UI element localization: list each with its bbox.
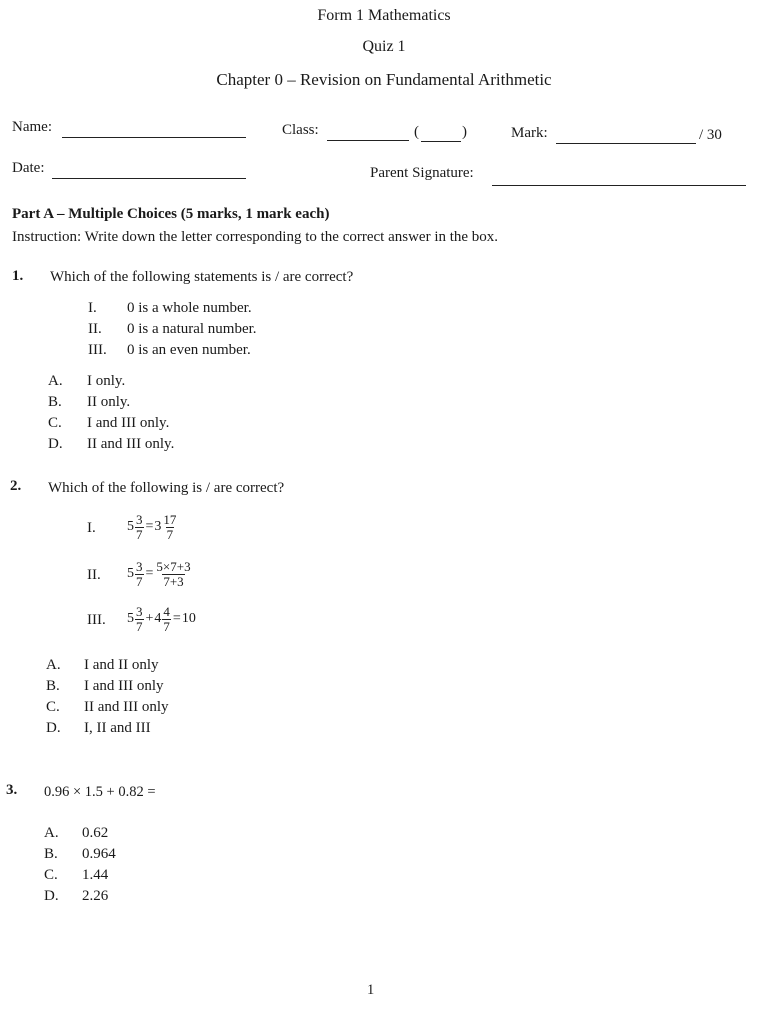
q2-option-label: B.	[46, 678, 60, 694]
class-paren-open: (	[414, 124, 419, 140]
parent-signature-line[interactable]	[492, 185, 746, 186]
q2-statement-ii-expression: 5 $\frac{3}{7}$ = $\frac{5\times 7+3}{7+3}$	[127, 559, 191, 589]
q2-text: Which of the following is / are correct?	[48, 480, 285, 496]
q2-statement-label: I.	[87, 520, 96, 536]
mark-line[interactable]	[556, 143, 696, 144]
q1-statement-text: 0 is a natural number.	[127, 321, 257, 337]
name-line[interactable]	[62, 137, 246, 138]
q2-statement-i-expression: 5 $\frac{3}{7}$ = 3 $\frac{17}{7}$	[127, 512, 177, 542]
q2-option-text[interactable]: II and III only	[84, 699, 169, 715]
q1-statement-label: II.	[88, 321, 102, 337]
name-label: Name:	[12, 119, 52, 135]
quiz-title: Quiz 1	[362, 38, 406, 55]
q1-option-label: C.	[48, 415, 62, 431]
q1-option-label: A.	[48, 373, 63, 389]
page-number: 1	[367, 982, 375, 998]
q1-option-text[interactable]: I only.	[87, 373, 126, 389]
q1-option-label: B.	[48, 394, 62, 410]
q2-option-text[interactable]: I and III only	[84, 678, 164, 694]
q1-option-text[interactable]: II only.	[87, 394, 131, 410]
q3-option-text[interactable]: 2.26	[82, 888, 109, 904]
q2-statement-iii-expression: 5 $\frac{3}{7}$ + 4 $\frac{4}{7}$ = 10	[127, 604, 196, 634]
q3-option-text[interactable]: 1.44	[82, 867, 109, 883]
q3-option-label: A.	[44, 825, 59, 841]
q3-option-label: D.	[44, 888, 59, 904]
q1-statement-label: I.	[88, 300, 97, 316]
part-a-title: Part A – Multiple Choices (5 marks, 1 mark each)	[12, 206, 330, 222]
q1-statement-text: 0 is an even number.	[127, 342, 251, 358]
q2-option-text[interactable]: I, II and III	[84, 720, 151, 736]
q3-option-text[interactable]: 0.964	[82, 846, 116, 862]
q2-statement-label: III.	[87, 612, 106, 628]
q2-option-label: A.	[46, 657, 61, 673]
class-number-line[interactable]	[421, 141, 461, 142]
q1-option-label: D.	[48, 436, 63, 452]
q2-option-label: D.	[46, 720, 61, 736]
part-a-instruction: Instruction: Write down the letter corresponding to the correct answer in the box.	[12, 229, 499, 245]
subject-title: Form 1 Mathematics	[317, 7, 451, 24]
q2-option-label: C.	[46, 699, 60, 715]
mark-label: Mark:	[511, 125, 548, 141]
parent-signature-label: Parent Signature:	[370, 165, 474, 181]
q3-number: 3.	[6, 782, 18, 798]
class-line[interactable]	[327, 140, 409, 141]
q1-number: 1.	[12, 268, 24, 284]
mark-total: / 30	[699, 127, 722, 143]
q1-text: Which of the following statements is / are correct?	[50, 269, 354, 285]
q2-number: 2.	[10, 478, 22, 494]
date-line[interactable]	[52, 178, 246, 179]
class-label: Class:	[282, 122, 319, 138]
q2-option-text[interactable]: I and II only	[84, 657, 159, 673]
q3-option-text[interactable]: 0.62	[82, 825, 109, 841]
q3-text: 0.96 × 1.5 + 0.82 =	[44, 784, 156, 800]
class-paren-close: )	[462, 124, 467, 140]
q1-statement-text: 0 is a whole number.	[127, 300, 252, 316]
q3-option-label: B.	[44, 846, 58, 862]
q3-option-label: C.	[44, 867, 58, 883]
q2-statement-label: II.	[87, 567, 101, 583]
q1-option-text[interactable]: I and III only.	[87, 415, 170, 431]
q1-statement-label: III.	[88, 342, 107, 358]
q1-option-text[interactable]: II and III only.	[87, 436, 175, 452]
date-label: Date:	[12, 160, 45, 176]
chapter-title: Chapter 0 – Revision on Fundamental Arithmetic	[216, 70, 552, 89]
